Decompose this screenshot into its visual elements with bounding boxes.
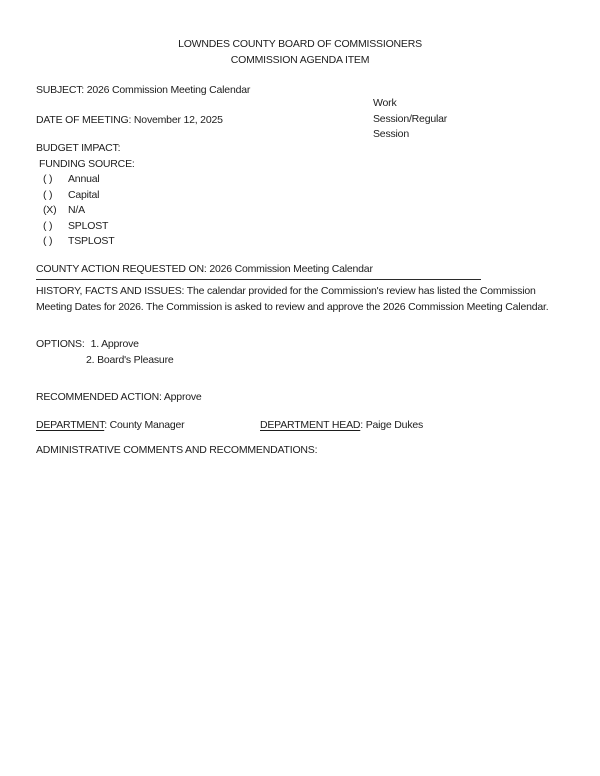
department-row: [36, 418, 572, 434]
history-facts-issues-paragraph: [36, 284, 571, 315]
options-line-1: [36, 337, 572, 353]
funding-option-label: SPLOST: [68, 219, 109, 232]
funding-option-capital: [36, 188, 572, 204]
date-of-meeting-label: DATE OF MEETING:: [36, 113, 132, 126]
administrative-comments-label: ADMINISTRATIVE COMMENTS AND RECOMMENDATIONS:: [36, 444, 318, 456]
county-action-value: 2026 Commission Meeting Calendar: [209, 262, 373, 275]
date-of-meeting-value: November 12, 2025: [133, 113, 223, 126]
department-field: [36, 418, 260, 434]
header-org-title: LOWNDES COUNTY BOARD OF COMMISSIONERS: [178, 38, 422, 50]
checkbox-mark-checked: (X): [43, 204, 57, 216]
document-body: [0, 83, 600, 459]
options-label: OPTIONS:: [36, 338, 85, 350]
department-head-value: Paige Dukes: [365, 418, 424, 431]
funding-source-label: FUNDING SOURCE:: [39, 157, 135, 170]
options-block: [36, 337, 572, 368]
document-header: [0, 0, 600, 68]
funding-option-splost: [36, 219, 572, 235]
budget-impact-line: [36, 141, 572, 157]
funding-option-tsplost: [36, 234, 572, 250]
funding-option-label: Annual: [68, 173, 100, 185]
history-label: HISTORY, FACTS AND ISSUES:: [36, 285, 185, 297]
recommended-action-line: [36, 390, 572, 406]
funding-option-label: Capital: [68, 188, 100, 201]
options-line-2: [36, 353, 572, 369]
option-item-approve: 1. Approve: [90, 338, 139, 350]
meeting-type-line: Work: [373, 97, 397, 109]
recommended-action-value: Approve: [163, 391, 202, 403]
department-head-colon: :: [360, 418, 363, 431]
funding-option-na: [36, 203, 572, 219]
department-head-label: DEPARTMENT HEAD: [260, 418, 361, 431]
subject-value: 2026 Commission Meeting Calendar: [86, 84, 251, 96]
checkbox-mark: ( ): [43, 173, 53, 185]
funding-option-annual: [36, 172, 572, 188]
department-head-field: [260, 418, 423, 434]
checkbox-mark: ( ): [43, 188, 53, 201]
checkbox-mark: ( ): [43, 235, 53, 247]
meeting-type-line: Session/Regular: [373, 112, 448, 125]
funding-option-label: N/A: [68, 204, 85, 216]
administrative-comments-line: [36, 443, 572, 459]
department-label: DEPARTMENT: [36, 418, 105, 431]
meeting-type-block: [373, 96, 493, 143]
funding-options-list: [36, 172, 572, 250]
history-text: The calendar provided for the Commission's review has listed the Commission Meeting Dates for 2026. The Commission is asked to review and approve the 2026 Commission Meeting Calendar.: [36, 285, 549, 313]
department-value: County Manager: [109, 418, 185, 431]
county-action-requested-line: [36, 262, 481, 281]
department-colon: :: [104, 418, 107, 431]
header-doc-title: COMMISSION AGENDA ITEM: [230, 53, 370, 66]
checkbox-mark: ( ): [43, 219, 53, 232]
option-item-boards-pleasure: 2. Board's Pleasure: [86, 353, 174, 366]
budget-impact-label: BUDGET IMPACT:: [36, 142, 121, 154]
subject-label: SUBJECT:: [36, 84, 84, 96]
funding-source-line: [36, 157, 572, 173]
recommended-action-label: RECOMMENDED ACTION:: [36, 391, 162, 403]
county-action-label: COUNTY ACTION REQUESTED ON:: [36, 262, 207, 275]
meeting-type-line: Session: [373, 128, 409, 140]
funding-option-label: TSPLOST: [68, 235, 115, 247]
